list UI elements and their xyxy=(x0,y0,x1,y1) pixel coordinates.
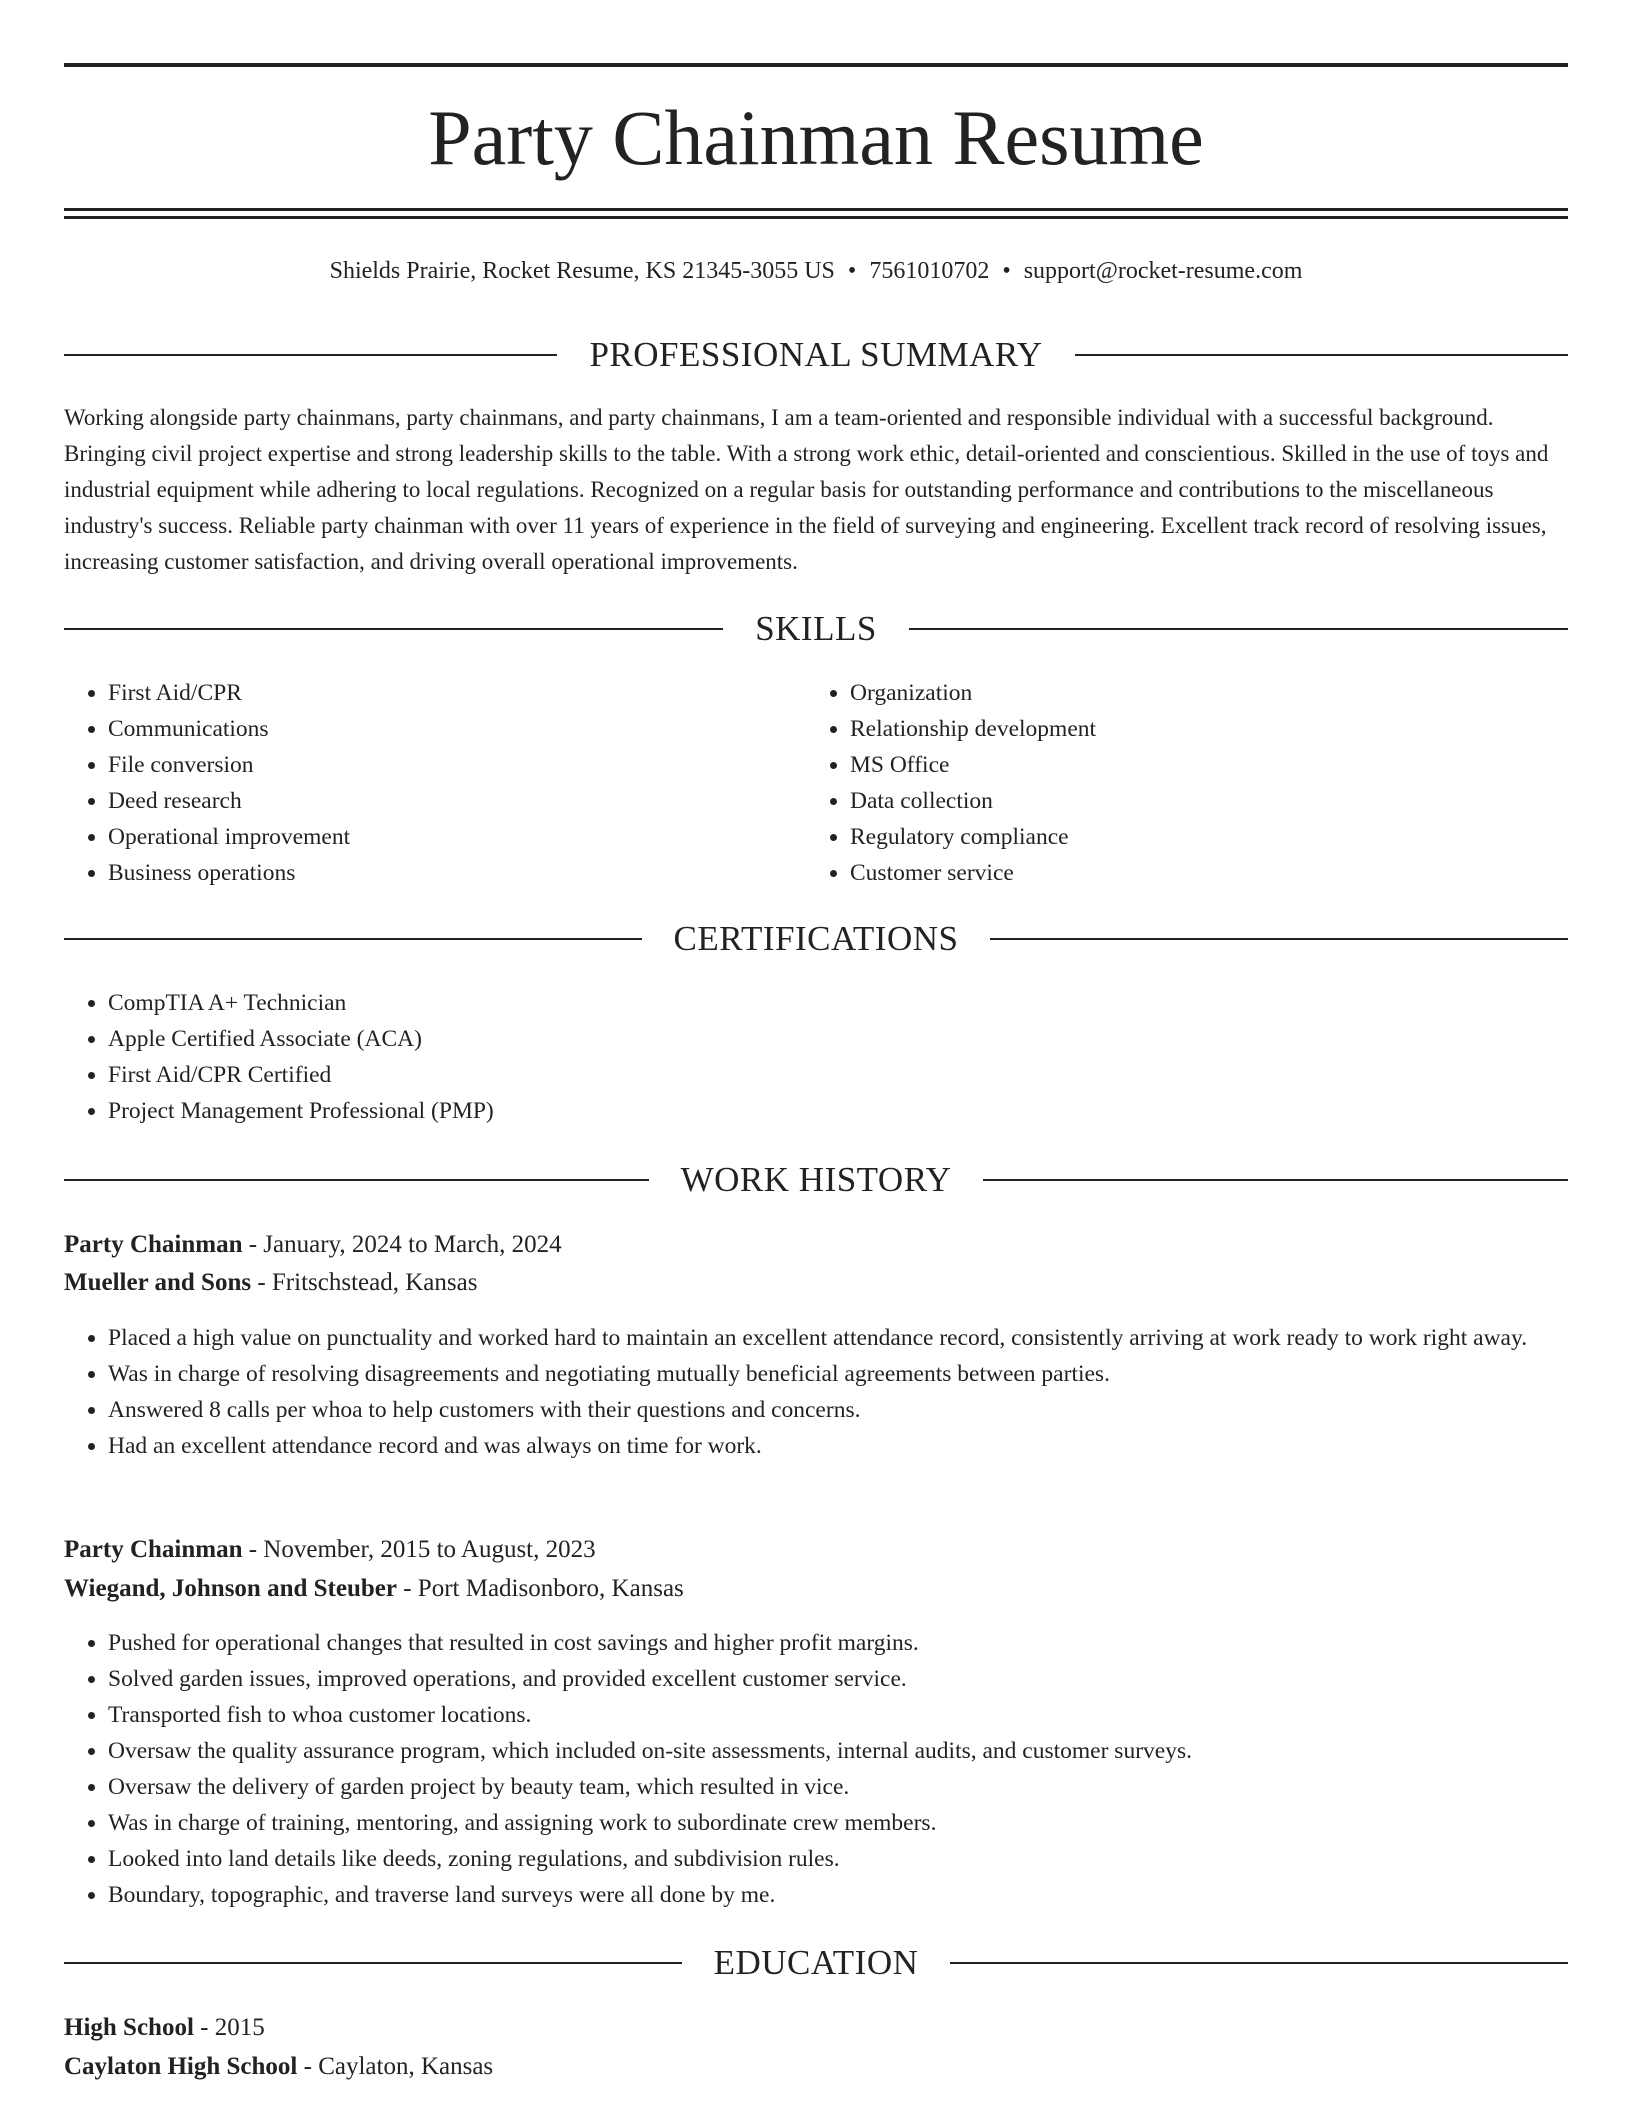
skills-column-right xyxy=(806,675,1506,891)
job-location: - Port Madisonboro, Kansas xyxy=(396,1575,684,1602)
contact-email: support@rocket-resume.com xyxy=(1023,258,1303,284)
job-title-line xyxy=(64,1531,1568,1569)
certification-item: • First Aid/CPR Certified xyxy=(108,1057,1568,1093)
skill-item: • Relationship development xyxy=(850,711,1506,747)
section-rule-left xyxy=(64,938,642,940)
education-degree: High School xyxy=(64,2014,194,2041)
job-title: Party Chainman xyxy=(64,1536,243,1563)
certification-item: • CompTIA A+ Technician xyxy=(108,985,1568,1021)
skill-item: • Deed research xyxy=(108,783,764,819)
job-company: Mueller and Sons xyxy=(64,1269,252,1296)
job-bullet: • Solved garden issues, improved operations, and provided excellent customer service. xyxy=(108,1661,1568,1697)
section-rule-right xyxy=(983,1179,1568,1181)
job-bullets xyxy=(64,1625,1568,1913)
job-title-line xyxy=(64,1226,1568,1264)
job-bullet: • Placed a high value on punctuality and worked hard to maintain an excellent attendance record, consistently arriving at work ready to work right away. xyxy=(108,1320,1568,1356)
education-year: - 2015 xyxy=(193,2014,265,2041)
section-header-certifications xyxy=(64,917,1568,961)
job-bullets xyxy=(64,1320,1568,1464)
skill-item: • Organization xyxy=(850,675,1506,711)
contact-separator: • xyxy=(1002,258,1011,284)
job-bullet: • Pushed for operational changes that resulted in cost savings and higher profit margins. xyxy=(108,1625,1568,1661)
skill-item: • Data collection xyxy=(850,783,1506,819)
header-bottom-rule-second xyxy=(64,216,1568,219)
job-dates: - November, 2015 to August, 2023 xyxy=(242,1536,596,1563)
job-title: Party Chainman xyxy=(64,1231,243,1258)
contact-phone: 7561010702 xyxy=(869,258,990,284)
certifications-list xyxy=(64,985,1568,1129)
education-location: - Caylaton, Kansas xyxy=(297,2053,494,2080)
job-location: - Fritschstead, Kansas xyxy=(251,1269,478,1296)
education-degree-line xyxy=(64,2009,1568,2047)
skill-item: • Operational improvement xyxy=(108,819,764,855)
section-rule-right xyxy=(909,628,1568,630)
section-title-skills: SKILLS xyxy=(755,609,877,648)
section-header-skills xyxy=(64,607,1568,651)
section-header-summary xyxy=(64,333,1568,377)
skill-item: • Regulatory compliance xyxy=(850,819,1506,855)
skill-item: • Business operations xyxy=(108,855,764,891)
section-title-work: WORK HISTORY xyxy=(680,1160,952,1199)
job-bullet: • Boundary, topographic, and traverse land surveys were all done by me. xyxy=(108,1877,1568,1913)
skill-item: • Customer service xyxy=(850,855,1506,891)
job-bullet: • Transported fish to whoa customer locations. xyxy=(108,1697,1568,1733)
section-title-certifications: CERTIFICATIONS xyxy=(673,919,959,958)
job-bullet: • Answered 8 calls per whoa to help customers with their questions and concerns. xyxy=(108,1392,1568,1428)
skills-column-left xyxy=(64,675,764,891)
job-bullet: • Had an excellent attendance record and was always on time for work. xyxy=(108,1428,1568,1464)
resume-title: Party Chainman Resume xyxy=(428,94,1204,181)
section-title-summary: PROFESSIONAL SUMMARY xyxy=(589,335,1043,374)
section-title-education: EDUCATION xyxy=(713,1943,919,1982)
skill-item: • File conversion xyxy=(108,747,764,783)
section-rule-left xyxy=(64,1179,649,1181)
job-bullet: • Oversaw the quality assurance program, which included on-site assessments, internal audits, and customer surveys. xyxy=(108,1733,1568,1769)
job-company: Wiegand, Johnson and Steuber xyxy=(64,1575,397,1602)
section-rule-left xyxy=(64,354,557,356)
education-school-line xyxy=(64,2048,1568,2086)
certification-item: • Project Management Professional (PMP) xyxy=(108,1093,1568,1129)
contact-line xyxy=(64,254,1568,288)
contact-separator: • xyxy=(847,258,857,284)
section-rule-right xyxy=(990,938,1568,940)
contact-address: Shields Prairie, Rocket Resume, KS 21345-3055 US xyxy=(329,258,835,284)
section-header-work xyxy=(64,1158,1568,1202)
section-rule-right xyxy=(950,1962,1568,1964)
job-bullet: • Was in charge of resolving disagreements and negotiating mutually beneficial agreements between parties. xyxy=(108,1356,1568,1392)
education-school: Caylaton High School xyxy=(64,2053,298,2080)
header-bottom-rule xyxy=(64,208,1568,211)
section-header-education xyxy=(64,1941,1568,1985)
header-top-rule xyxy=(64,63,1568,67)
job-company-line xyxy=(64,1570,1568,1608)
skill-item: • First Aid/CPR xyxy=(108,675,764,711)
job-bullet: • Oversaw the delivery of garden project by beauty team, which resulted in vice. xyxy=(108,1769,1568,1805)
job-bullet: • Looked into land details like deeds, zoning regulations, and subdivision rules. xyxy=(108,1841,1568,1877)
job-dates: - January, 2024 to March, 2024 xyxy=(242,1231,562,1258)
job-bullet: • Was in charge of training, mentoring, and assigning work to subordinate crew members. xyxy=(108,1805,1568,1841)
section-rule-right xyxy=(1075,354,1568,356)
summary-paragraph: Working alongside party chainmans, party chainmans, and party chainmans, I am a team-oriented and responsible individual with a successful background. Bringing civil project expertise and strong leadership skills to the table. With a strong work ethic, detail-oriented and conscientious. Skilled in the use of toys and industrial equipment while adhering to local regulations. Recognized on a regular basis for outstanding performance and contributions to the miscellaneous industry's success. Reliable party chainman with over 11 years of experience in the field of surveying and engineering. Excellent track record of resolving issues, increasing customer satisfaction, and driving overall operational improvements. xyxy=(64,405,1549,574)
certification-item: • Apple Certified Associate (ACA) xyxy=(108,1021,1568,1057)
skill-item: • MS Office xyxy=(850,747,1506,783)
section-rule-left xyxy=(64,1962,682,1964)
skill-item: • Communications xyxy=(108,711,764,747)
section-rule-left xyxy=(64,628,723,630)
job-company-line xyxy=(64,1264,1568,1302)
